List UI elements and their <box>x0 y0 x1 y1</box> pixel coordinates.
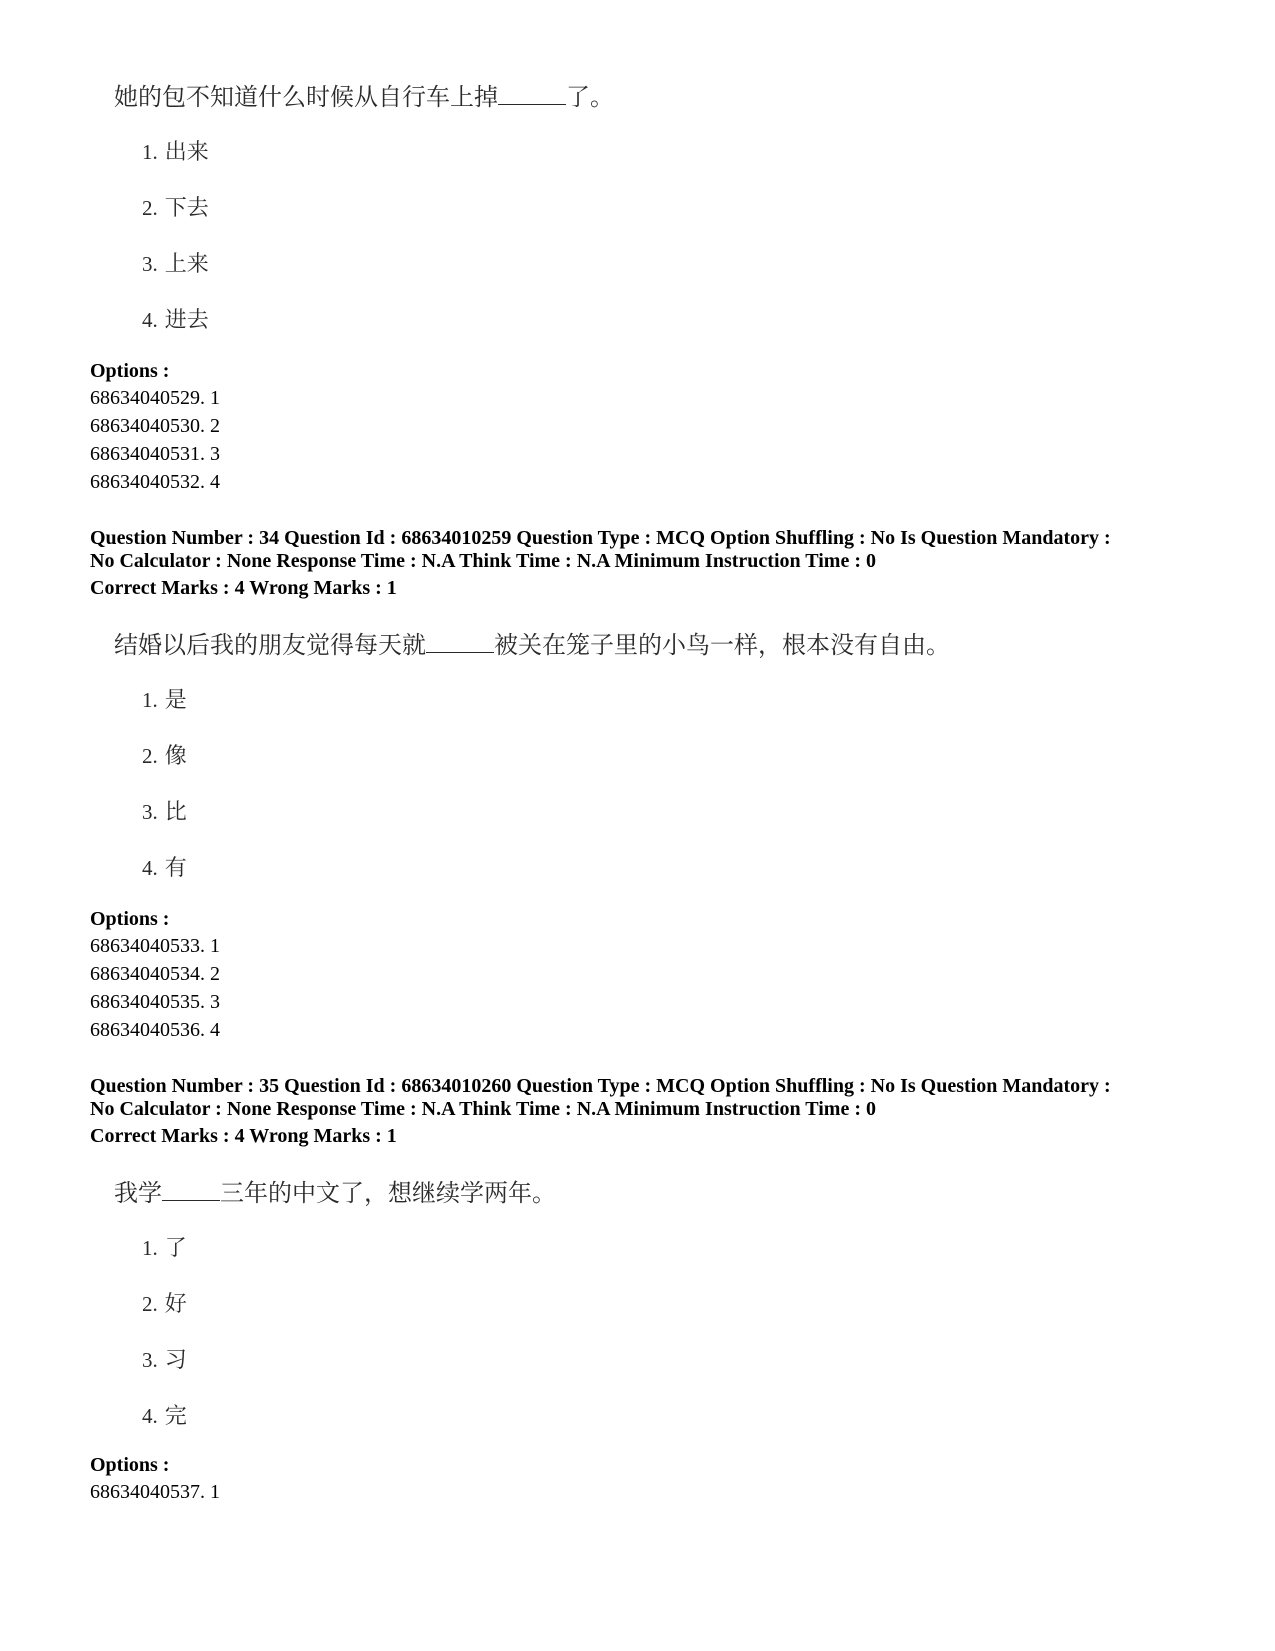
choice-text: 是 <box>164 688 187 713</box>
option-id-line: 68634040530. 2 <box>90 415 220 437</box>
question-text-before: 我学 <box>114 1179 162 1207</box>
choice-text: 好 <box>164 1292 187 1317</box>
choice-number: 3. <box>142 800 158 824</box>
option-id-line: 68634040534. 2 <box>90 963 220 985</box>
option-id-line: 68634040533. 1 <box>90 935 220 957</box>
options-label: Options : <box>90 1454 170 1476</box>
option-id-line: 68634040532. 4 <box>90 471 220 493</box>
choice-item <box>142 1346 187 1375</box>
choice-text: 完 <box>164 1404 187 1429</box>
choice-number: 1. <box>142 688 158 712</box>
answer-blank <box>498 82 566 105</box>
question-meta-line-2: No Calculator : None Response Time : N.A Think Time : N.A Minimum Instruction Time : 0 <box>90 1098 876 1120</box>
question-text-after: 了。 <box>566 83 614 111</box>
question-text-after: 三年的中文了，想继续学两年。 <box>220 1179 556 1207</box>
choice-item <box>142 1234 187 1263</box>
question-text-after: 被关在笼子里的小鸟一样，根本没有自由。 <box>494 631 950 659</box>
marks-line: Correct Marks : 4 Wrong Marks : 1 <box>90 1125 397 1147</box>
choice-number: 2. <box>142 196 158 220</box>
choice-number: 2. <box>142 744 158 768</box>
choice-item <box>142 306 209 335</box>
question-text <box>114 82 614 112</box>
option-id-line: 68634040531. 3 <box>90 443 220 465</box>
question-text <box>114 630 950 660</box>
choice-text: 习 <box>164 1348 187 1373</box>
choice-item <box>142 854 187 883</box>
options-label: Options : <box>90 360 170 382</box>
question-text <box>114 1178 556 1208</box>
choice-item <box>142 1402 187 1431</box>
choice-item <box>142 798 187 827</box>
answer-blank <box>162 1178 220 1201</box>
choice-text: 有 <box>164 856 187 881</box>
choice-number: 1. <box>142 140 158 164</box>
question-meta-line-2: No Calculator : None Response Time : N.A Think Time : N.A Minimum Instruction Time : 0 <box>90 550 876 572</box>
choice-number: 4. <box>142 856 158 880</box>
choice-number: 3. <box>142 1348 158 1372</box>
option-id-line: 68634040529. 1 <box>90 387 220 409</box>
choice-text: 下去 <box>164 196 209 221</box>
choice-number: 1. <box>142 1236 158 1260</box>
choice-item <box>142 686 187 715</box>
question-meta-line-1: Question Number : 34 Question Id : 68634010259 Question Type : MCQ Option Shuffling : No Is Question Mandatory : <box>90 527 1111 549</box>
choice-text: 进去 <box>164 308 209 333</box>
choice-item <box>142 194 209 223</box>
choice-item <box>142 138 209 167</box>
choice-item <box>142 250 209 279</box>
answer-blank <box>426 630 494 653</box>
option-id-line: 68634040535. 3 <box>90 991 220 1013</box>
choice-number: 3. <box>142 252 158 276</box>
question-text-before: 她的包不知道什么时候从自行车上掉 <box>114 83 498 111</box>
question-text-before: 结婚以后我的朋友觉得每天就 <box>114 631 426 659</box>
option-id-line: 68634040537. 1 <box>90 1481 220 1503</box>
option-id-line: 68634040536. 4 <box>90 1019 220 1041</box>
choice-number: 4. <box>142 308 158 332</box>
choice-item <box>142 1290 187 1319</box>
choice-text: 像 <box>164 744 187 769</box>
marks-line: Correct Marks : 4 Wrong Marks : 1 <box>90 577 397 599</box>
choice-text: 了 <box>164 1236 187 1261</box>
question-meta-line-1: Question Number : 35 Question Id : 68634010260 Question Type : MCQ Option Shuffling : No Is Question Mandatory : <box>90 1075 1111 1097</box>
choice-text: 比 <box>164 800 187 825</box>
choice-text: 上来 <box>164 252 209 277</box>
choice-number: 2. <box>142 1292 158 1316</box>
choice-item <box>142 742 187 771</box>
choice-number: 4. <box>142 1404 158 1428</box>
choice-text: 出来 <box>164 140 209 165</box>
options-label: Options : <box>90 908 170 930</box>
